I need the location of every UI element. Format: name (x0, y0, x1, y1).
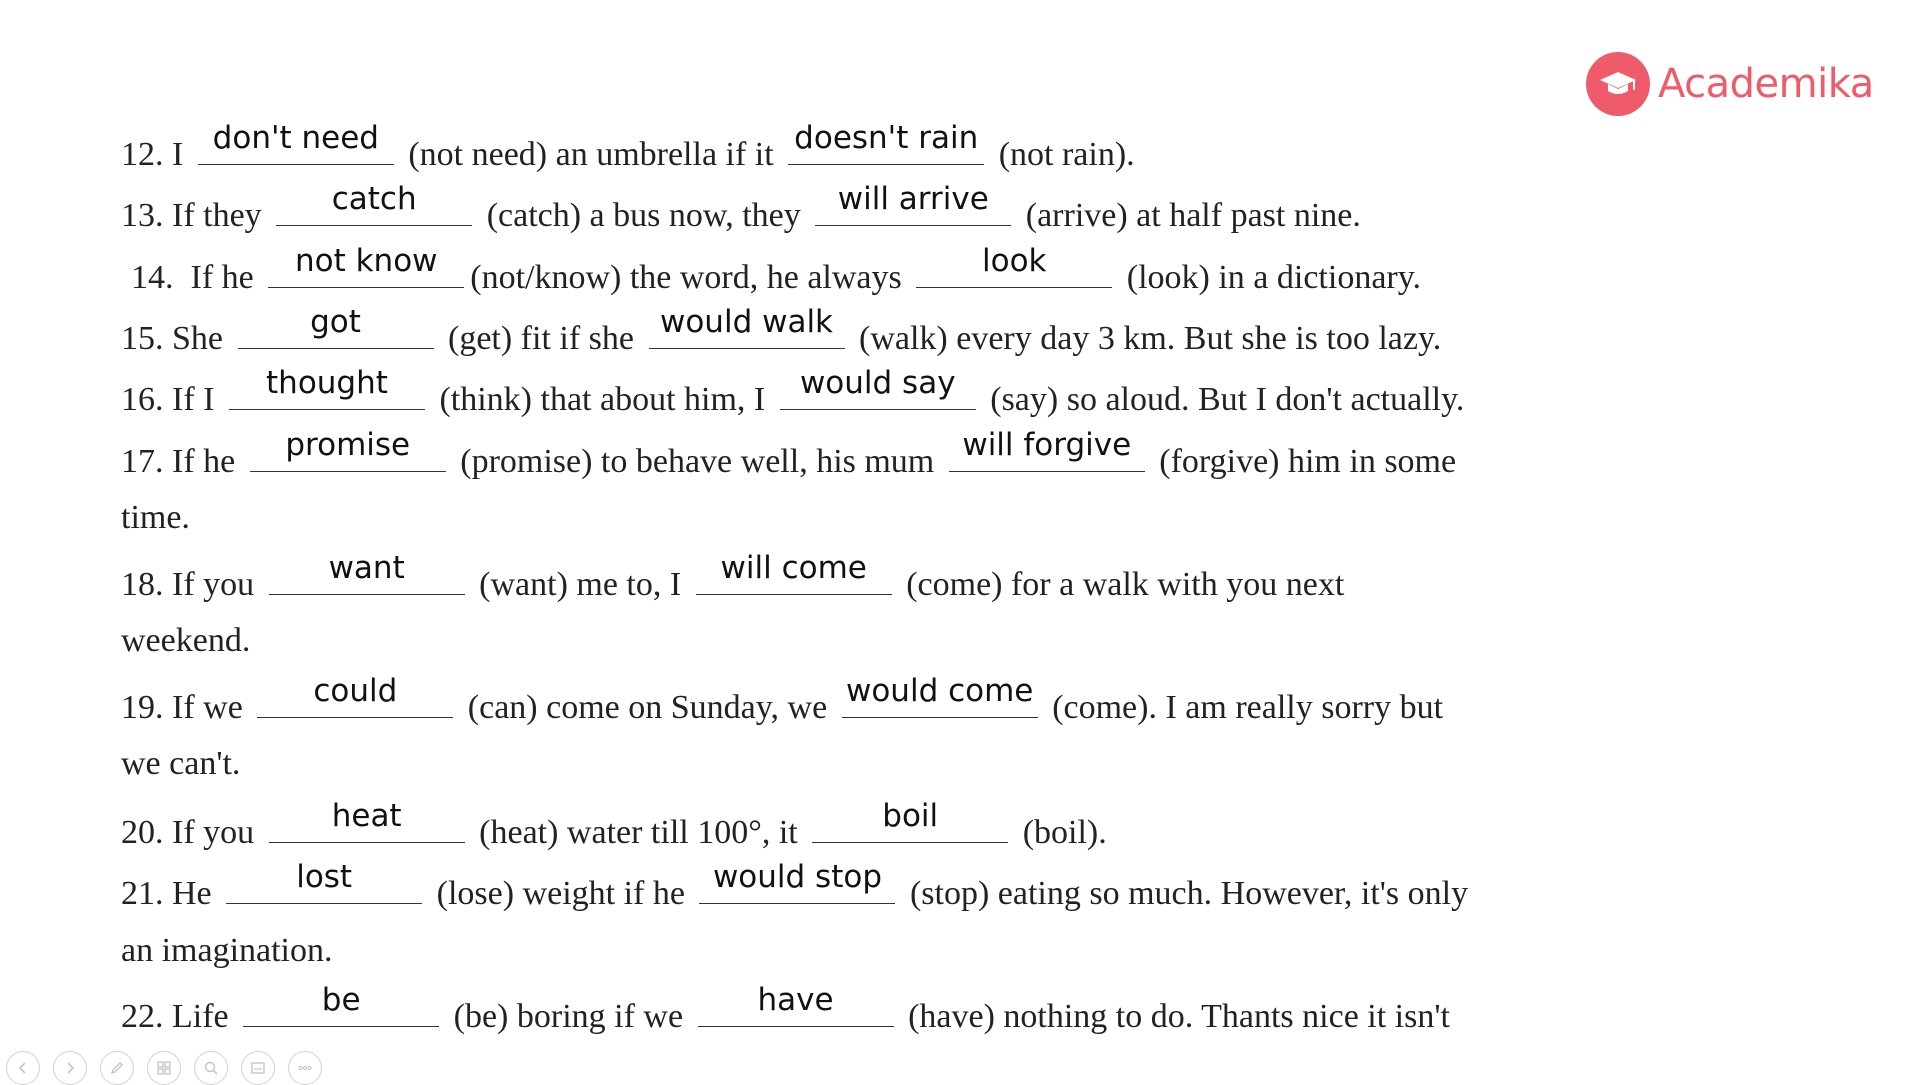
exercise-line (121, 798, 1107, 853)
exercise-text: (want) me to, I (470, 566, 690, 603)
answer-text: got (310, 304, 361, 340)
answer-text: don't need (212, 120, 379, 156)
exercise-line (121, 859, 1469, 914)
exercise-text: (catch) a bus now, they (478, 197, 810, 234)
answer-blank (916, 243, 1112, 288)
answer-blank (698, 982, 894, 1027)
exercise-line (121, 304, 1442, 359)
exercise-line (121, 621, 250, 661)
exercise-text: (get) fit if she (439, 320, 643, 357)
exercise-text: (have) nothing to do. Thants nice it isn't (899, 998, 1450, 1035)
exercise-text: 12. I (121, 136, 192, 173)
answer-text: doesn't rain (794, 120, 979, 156)
answer-text: want (328, 550, 405, 586)
answer-blank (949, 427, 1145, 472)
exercise-text: (heat) water till 100°, it (470, 814, 807, 851)
answer-blank (229, 365, 425, 410)
exercise-text: (come). I am really sorry but (1043, 689, 1444, 726)
answer-blank (269, 550, 465, 595)
answer-blank (269, 798, 465, 843)
exercise-text: 16. If I (121, 381, 223, 418)
exercise-text: (lose) weight if he (428, 875, 694, 912)
exercise-text: 15. She (121, 320, 232, 357)
exercise-text: (look) in a dictionary. (1118, 259, 1422, 296)
answer-blank (198, 120, 394, 165)
exercise-line (121, 498, 190, 538)
answer-blank (238, 304, 434, 349)
exercise-line (121, 427, 1457, 482)
exercise-text: (walk) every day 3 km. But she is too lazy. (850, 320, 1442, 357)
exercise-text: (think) that about him, I (430, 381, 774, 418)
exercise-text: (not/know) the word, he always (470, 259, 911, 296)
answer-text: would say (799, 365, 956, 401)
exercise-text: (not need) an umbrella if it (399, 136, 783, 173)
exercise-line (121, 550, 1345, 605)
answer-blank (250, 427, 446, 472)
answer-text: be (321, 982, 361, 1018)
exercise-text: 14. If he (131, 259, 263, 296)
exercise-text: (boil). (1014, 814, 1107, 851)
exercise-text: 19. If we (121, 689, 252, 726)
answer-blank (649, 304, 845, 349)
exercise-text: 20. If you (121, 814, 263, 851)
exercise-text: (stop) eating so much. However, it's only (901, 875, 1469, 912)
exercise-line (121, 673, 1444, 728)
answer-blank (788, 120, 984, 165)
answer-blank (268, 243, 464, 288)
exercise-text: an imagination. (121, 932, 333, 969)
exercise-line (121, 931, 333, 971)
exercise-line (121, 365, 1465, 420)
exercise-text: 18. If you (121, 566, 263, 603)
answer-text: would walk (659, 304, 834, 340)
exercise-text: 13. If they (121, 197, 271, 234)
exercise-text: (arrive) at half past nine. (1017, 197, 1361, 234)
exercise-text: we can't. (121, 745, 241, 782)
answer-text: have (757, 982, 834, 1018)
exercise-text: (come) for a walk with you next (897, 566, 1345, 603)
answer-text: catch (331, 181, 417, 217)
exercise-line (121, 181, 1361, 236)
answer-text: would stop (712, 859, 882, 895)
exercise-text: (forgive) him in some (1150, 443, 1457, 480)
answer-blank (780, 365, 976, 410)
answer-text: will forgive (962, 427, 1132, 463)
answer-text: will arrive (837, 181, 989, 217)
exercise-text: 22. Life (121, 998, 238, 1035)
answer-text: would come (845, 673, 1034, 709)
academika-logo (1586, 52, 1874, 116)
answer-text: not know (294, 243, 438, 279)
answer-blank (696, 550, 892, 595)
answer-blank (812, 798, 1008, 843)
exercise-line (121, 982, 1450, 1037)
exercise-line (131, 243, 1422, 298)
answer-text: will come (720, 550, 867, 586)
exercise-text: 21. He (121, 875, 221, 912)
exercise-text: time. (121, 499, 190, 536)
answer-text: promise (285, 427, 411, 463)
answer-blank (842, 673, 1038, 718)
exercise-text: (promise) to behave well, his mum (451, 443, 943, 480)
exercise-text: 17. If he (121, 443, 244, 480)
answer-text: could (313, 673, 398, 709)
exercise-text: (be) boring if we (445, 998, 692, 1035)
exercise-text: weekend. (121, 622, 251, 659)
answer-text: look (982, 243, 1047, 279)
answer-text: lost (296, 859, 353, 895)
exercise-text: (not rain). (990, 136, 1135, 173)
answer-blank (815, 181, 1011, 226)
answer-blank (699, 859, 895, 904)
answer-text: thought (266, 365, 388, 401)
brand-name: Academika (1658, 61, 1874, 107)
exercise-text: (say) so aloud. But I don't actually. (981, 381, 1465, 418)
answer-blank (226, 859, 422, 904)
graduation-cap-icon (1586, 52, 1650, 116)
answer-text: boil (882, 798, 939, 834)
exercise-line (121, 120, 1135, 175)
answer-blank (257, 673, 453, 718)
answer-blank (276, 181, 472, 226)
exercise-line (121, 744, 240, 784)
exercise-text: (can) come on Sunday, we (459, 689, 836, 726)
answer-text: heat (331, 798, 402, 834)
answer-blank (243, 982, 439, 1027)
